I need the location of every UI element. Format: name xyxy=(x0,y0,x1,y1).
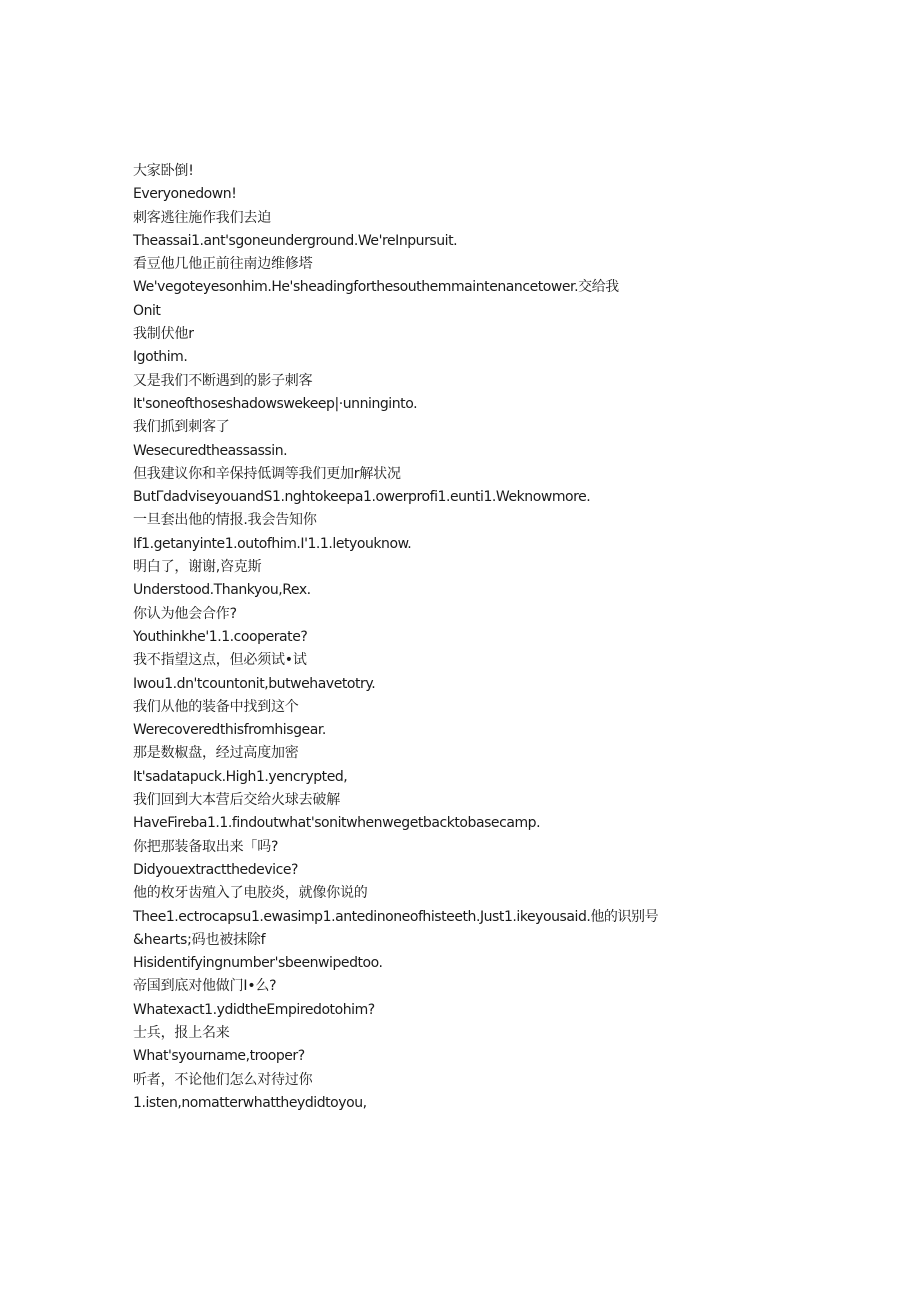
transcript-line-en: Werecoveredthisfromhisgear. xyxy=(133,722,326,739)
transcript-line-en: It'sadatapuck.High1.yencrypted, xyxy=(133,768,348,785)
transcript-line-en: HaveFireba1.1.findoutwhat'sonitwhenwegetbacktobasecamp. xyxy=(133,815,541,832)
transcript-line-en: Didyouextractthedevice? xyxy=(133,861,298,878)
transcript-line-zh: 听者，不论他们怎么对待过你 xyxy=(133,1071,313,1088)
transcript-line-en: Understood.Thankyou,Rex. xyxy=(133,582,311,599)
transcript-line-en: Theassai1.ant'sgoneunderground.We'reInpursuit. xyxy=(133,232,458,249)
transcript-line-zh: 帝国到底对他做门I•么? xyxy=(133,978,277,995)
transcript-line-en: Thee1.ectrocapsu1.ewasimp1.antedinoneofhisteeth.Just1.ikeyousaid.他的识别号 xyxy=(133,908,659,925)
transcript-line-zh: 我们回到大本营后交给火球去破解 xyxy=(133,792,340,809)
transcript-line-zh: 他的枚牙齿殖入了电胶炎，就像你说的 xyxy=(133,885,368,902)
transcript-line-zh: 你把那装备取出来「吗? xyxy=(133,838,279,855)
transcript-line-zh: 一旦套出他的情报.我会告知你 xyxy=(133,512,317,529)
transcript-line-zh: 又是我们不断遇到的影子刺客 xyxy=(133,372,313,389)
transcript-line-en: Iwou1.dn'tcountonit,butwehavetotry. xyxy=(133,675,376,692)
transcript-line-en: ButΓdadviseyouandS1.nghtokeepa1.owerprofi1.eunti1.Weknowmore. xyxy=(133,489,591,506)
transcript-line-en: Wesecuredtheassassin. xyxy=(133,442,288,459)
subtitle-transcript xyxy=(133,160,893,1115)
transcript-line-en: It'soneofthoseshadowswekeep|·unninginto. xyxy=(133,395,418,412)
transcript-line-zh: 明白了，谢谢,咨克斯 xyxy=(133,559,262,576)
transcript-line-zh: 那是数椒盘，经过高度加密 xyxy=(133,745,299,762)
transcript-line-en: Whatexact1.ydidtheEmpiredotohim? xyxy=(133,1001,375,1018)
transcript-line-zh: 刺客逃往施作我们去迫 xyxy=(133,209,271,226)
transcript-line-en: Onit xyxy=(133,302,161,319)
transcript-line-zh: &hearts;码也被抹除f xyxy=(133,931,266,948)
transcript-line-zh: 你认为他会合作? xyxy=(133,605,237,622)
transcript-line-en: We'vegoteyesonhim.He'sheadingforthesouthemmaintenancetower.交给我 xyxy=(133,279,619,296)
transcript-line-zh: 我不指望这点，但必须试•试 xyxy=(133,652,307,669)
transcript-line-zh: 我们从他的装备中找到这个 xyxy=(133,698,299,715)
transcript-line-en: Youthinkhe'1.1.cooperate? xyxy=(133,628,308,645)
transcript-line-zh: 士兵，报上名来 xyxy=(133,1024,230,1041)
transcript-line-zh: 我制伏他r xyxy=(133,326,194,343)
transcript-line-zh: 看豆他几他正前往南边维修塔 xyxy=(133,256,313,273)
transcript-line-en: Everyonedown! xyxy=(133,186,237,203)
transcript-line-zh: 我们抓到刺客了 xyxy=(133,419,230,436)
transcript-line-en: What'syourname,trooper? xyxy=(133,1048,305,1065)
transcript-line-en: Igothim. xyxy=(133,349,188,366)
transcript-line-zh: 但我建议你和辛保持低调等我们更加r解状况 xyxy=(133,465,401,482)
transcript-line-en: If1.getanyinte1.outofhim.I'1.1.letyouknow. xyxy=(133,535,412,552)
transcript-line-en: 1.isten,nomatterwhattheydidtoyou, xyxy=(133,1094,367,1111)
transcript-line-en: Hisidentifyingnumber'sbeenwipedtoo. xyxy=(133,955,383,972)
transcript-line-zh: 大家卧倒! xyxy=(133,163,194,179)
